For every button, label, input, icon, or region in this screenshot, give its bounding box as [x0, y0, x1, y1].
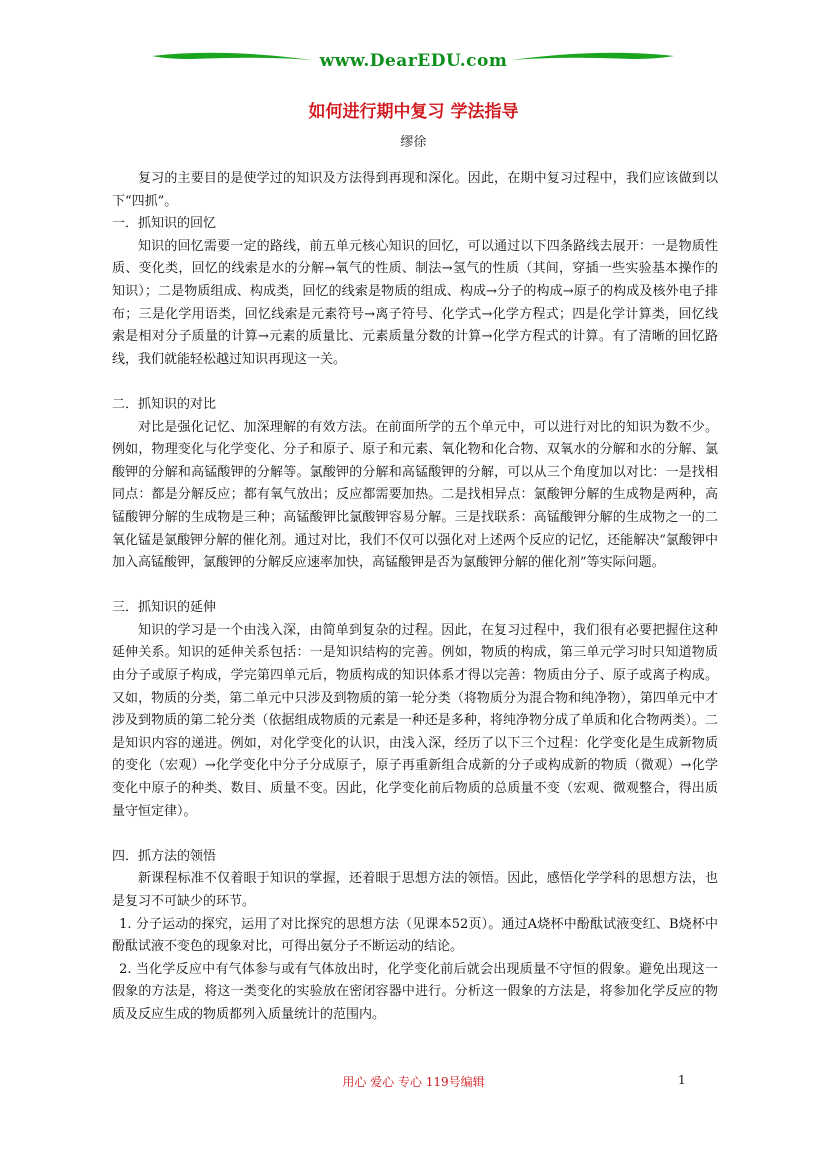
- page-title: 如何进行期中复习 学法指导: [308, 102, 519, 122]
- list-item: 2. 当化学反应中有气体参与或有气体放出时，化学变化前后就会出现质量不守恒的假象。避免出现这一假象的方法是，将这一类变化的实验放在密闭容器中进行。分析这一假象的方法是，将参加化学反应的物质及反应生成的物质都列入质量统计的范围内。: [112, 961, 718, 1022]
- section-heading-recall: 一．抓知识的回忆: [112, 216, 217, 232]
- article-body: [112, 168, 718, 1027]
- list-item: 1. 分子运动的探究，运用了对比探究的思想方法（见课本52页）。通过A烧杯中酚酞试液变红、B烧杯中酚酞试液不变色的现象对比，可得出氨分子不断运动的结论。: [112, 916, 718, 955]
- spacer: [112, 371, 718, 394]
- section-recall-paragraph: 知识的回忆需要一定的路线，前五单元核心知识的回忆，可以通过以下四条路线去展开：一是物质性质、变化类，回忆的线索是水的分解→氧气的性质、制法→氢气的性质（其间，穿插一些实验基本操作的知识）；二是物质组成、构成类，回忆的线索是物质的组成、构成→分子的构成→原子的构成及核外电子排布；三是化学用语类，回忆线索是元素符号→离子符号、化学式→化学方程式；四是化学计算类，回忆线索是相对分子质量的计算→元素的质量比、元素质量分数的计算→化学方程式的计算。有了清晰的回忆路线，我们就能轻松越过知识再现这一关。: [112, 238, 718, 367]
- section-extension-paragraph: 知识的学习是一个由浅入深，由简单到复杂的过程。因此，在复习过程中，我们很有必要把握住这种延伸关系。知识的延伸关系包括：一是知识结构的完善。例如，物质的构成，第三单元学习时只知道物质由分子或原子构成，学完第四单元后，物质构成的知识体系才得以完善：物质由分子、原子或离子构成。又如，物质的分类，第二单元中只涉及到物质的第一轮分类（将物质分为混合物和纯净物），第四单元中才涉及到物质的第二轮分类（依据组成物质的元素是一种还是多种，将纯净物分成了单质和化合物两类）。二是知识内容的递进。例如，对化学变化的认识，由浅入深，经历了以下三个过程：化学变化是生成新物质的变化（宏观）→化学变化中分子分成原子，原子再重新组合成新的分子或构成新的物质（微观）→化学变化中原子的种类、数目、质量不变。因此，化学变化前后物质的总质量不变（宏观、微观整合，得出质量守恒定律）。: [112, 622, 718, 819]
- spacer: [112, 823, 718, 846]
- author-name: 缪徐: [400, 135, 427, 150]
- spacer: [112, 575, 718, 598]
- page-number: 1: [678, 1073, 686, 1087]
- section-heading-contrast: 二．抓知识的对比: [112, 396, 217, 412]
- section-heading-extension: 三．抓知识的延伸: [112, 600, 217, 616]
- header-site-name: www.DearEDU.com: [319, 51, 508, 71]
- section-heading-method: 四．抓方法的领悟: [112, 848, 217, 864]
- intro-paragraph: 复习的主要目的是使学过的知识及方法得到再现和深化。因此，在期中复习过程中，我们应该做到以下“四抓”。: [112, 171, 718, 209]
- section-contrast-paragraph: 对比是强化记忆、加深理解的有效方法。在前面所学的五个单元中，可以进行对比的知识为数不少。例如，物理变化与化学变化、分子和原子、原子和元素、氧化物和化合物、双氧水的分解和水的分解、氯酸钾的分解和高锰酸钾的分解等。氯酸钾的分解和高锰酸钾的分解，可以从三个角度加以对比：一是找相同点：都是分解反应；都有氧气放出；反应都需要加热。二是找相异点：氯酸钾分解的生成物是两种，高锰酸钾分解的生成物是三种；高锰酸钾比氯酸钾容易分解。三是找联系：高锰酸钾分解的生成物之一的二氧化锰是氯酸钾分解的催化剂。通过对比，我们不仅可以强化对上述两个反应的记忆，还能解决“氯酸钾中加入高锰酸钾，氯酸钾的分解反应速率加快，高锰酸钾是否为氯酸钾分解的催化剂”等实际问题。: [112, 419, 718, 571]
- footer-motto: 用心 爱心 专心 119号编辑: [342, 1075, 485, 1089]
- section-method-paragraph: 新课程标准不仅着眼于知识的掌握，还着眼于思想方法的领悟。因此，感悟化学学科的思想方法，也是复习不可缺少的环节。: [112, 871, 718, 909]
